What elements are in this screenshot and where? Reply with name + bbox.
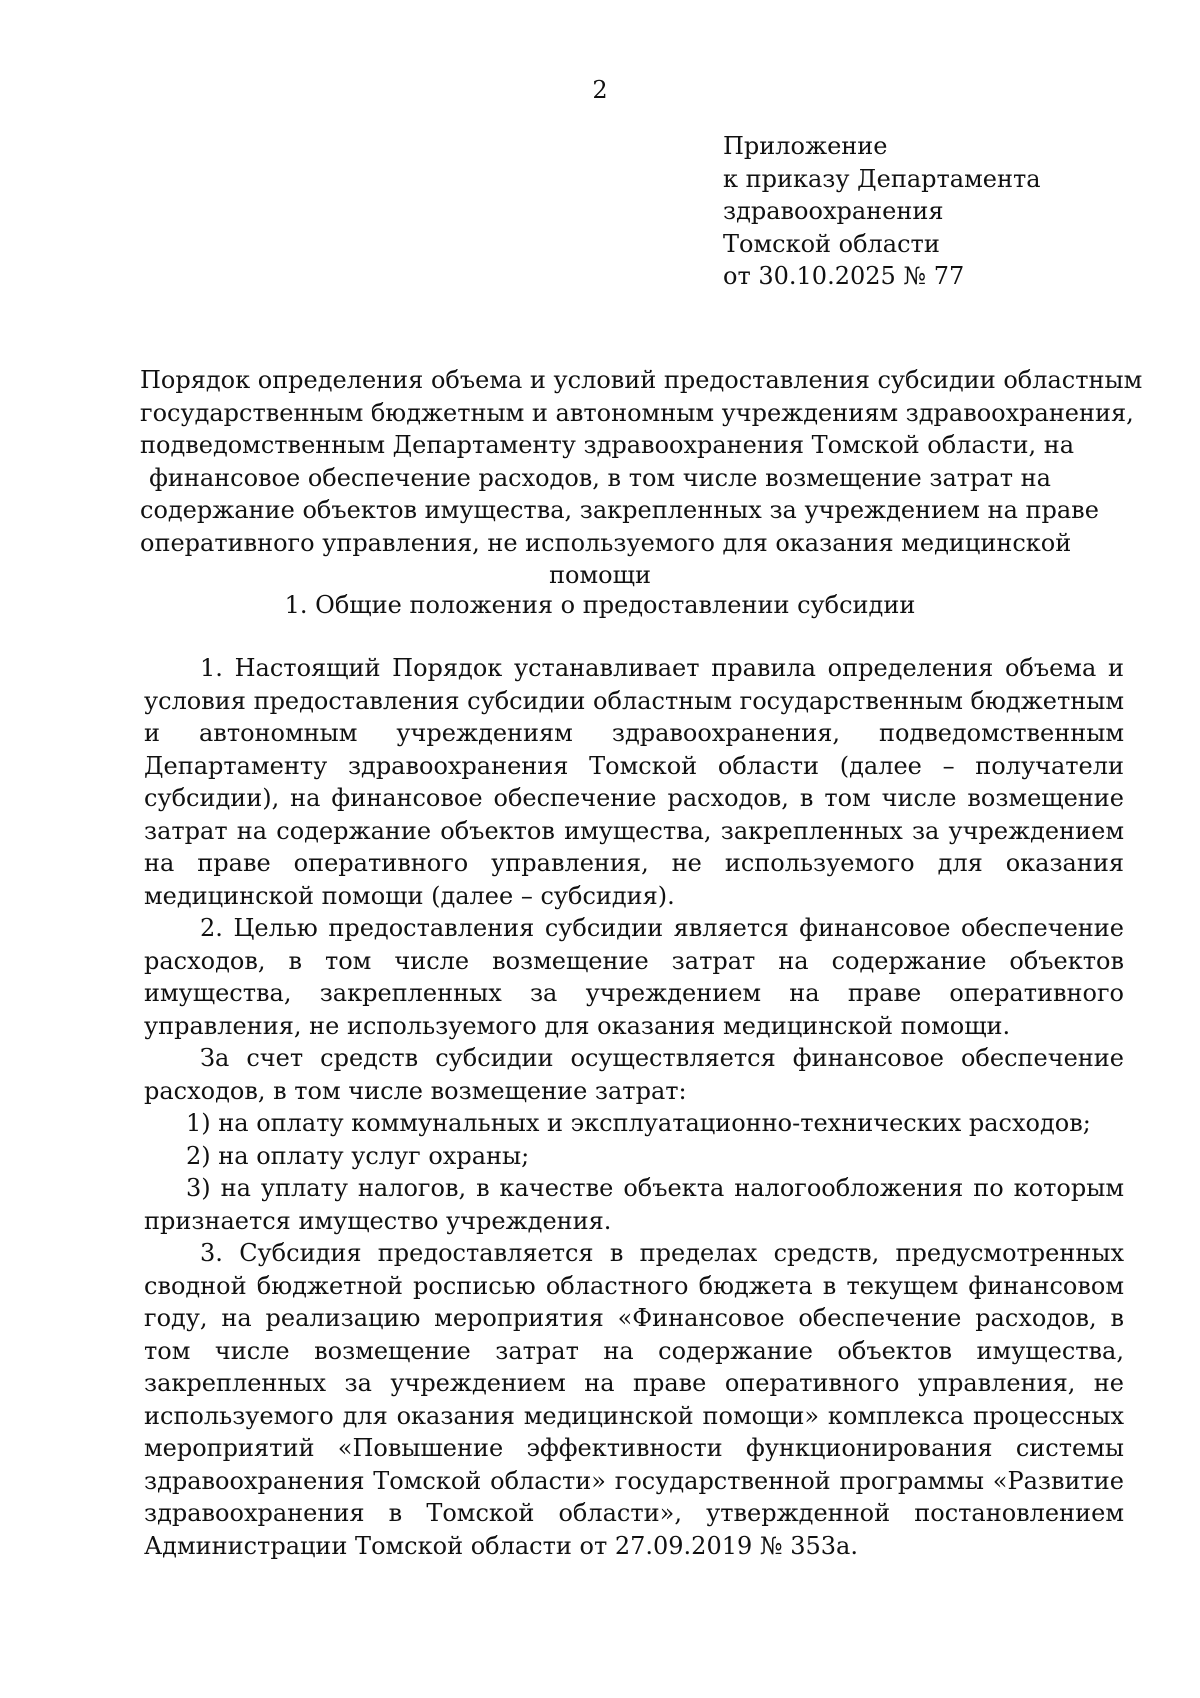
title-line: оперативного управления, не используемого для оказания медицинской: [140, 528, 1072, 557]
title-line: помощи: [549, 561, 651, 589]
appendix-line: Приложение: [723, 132, 888, 160]
page-number: 2: [592, 76, 608, 104]
section-heading: 1. Общие положения о предоставлении субсидии: [284, 591, 916, 619]
title-line: Порядок определения объема и условий предоставления субсидии областным: [140, 366, 1143, 394]
title-line: государственным бюджетным и автономным учреждениям здравоохранения,: [140, 398, 1134, 427]
appendix-line: здравоохранения: [723, 197, 944, 225]
list-item-3: 3) на уплату налогов, в качестве объекта налогообложения по которым признается имущество учреждения.: [144, 1174, 1124, 1235]
paragraph-funding: За счет средств субсидии осуществляется финансовое обеспечение расходов, в том числе возмещение затрат:: [144, 1044, 1124, 1105]
appendix-line: Томской области: [723, 229, 940, 258]
list-item-2: 2) на оплату услуг охраны;: [186, 1141, 530, 1170]
paragraph-2: 2. Целью предоставления субсидии является финансовое обеспечение расходов, в том числе возмещение затрат на содержание объектов имущества, закрепленных за учреждением на праве оперативного управления, не используемого для оказания медицинской помощи.: [144, 914, 1124, 1040]
appendix-line: от 30.10.2025 № 77: [723, 262, 965, 290]
appendix-line: к приказу Департамента: [723, 164, 1041, 193]
paragraph-1: 1. Настоящий Порядок устанавливает правила определения объема и условия предоставления субсидии областным государственным бюджетным и автономным учреждениям здравоохранения, подведомственным Департаменту здравоохранения Томской области (далее – получатели субсидии), на финансовое обеспечение расходов, в том числе возмещение затрат на содержание объектов имущества, закрепленных за учреждением на праве оперативного управления, не используемого для оказания медицинской помощи (далее – субсидия).: [144, 654, 1124, 910]
title-line: содержание объектов имущества, закрепленных за учреждением на праве: [140, 496, 1099, 524]
list-item-1: 1) на оплату коммунальных и эксплуатационно-технических расходов;: [186, 1109, 1091, 1137]
title-line: подведомственным Департаменту здравоохранения Томской области, на: [140, 431, 1075, 459]
appendix-block: [723, 130, 1163, 293]
body-text: [144, 652, 1124, 1562]
document-title: [140, 364, 1143, 592]
paragraph-3: 3. Субсидия предоставляется в пределах средств, предусмотренных сводной бюджетной росписью областного бюджета в текущем финансовом году, на реализацию мероприятия «Финансовое обеспечение расходов, в том числе возмещение затрат на содержание объектов имущества, закрепленных за учреждением на праве оперативного управления, не используемого для оказания медицинской помощи» комплекса процессных мероприятий «Повышение эффективности функционирования системы здравоохранения Томской области» государственной программы «Развитие здравоохранения в Томской области», утвержденной постановлением Администрации Томской области от 27.09.2019 № 353а.: [144, 1239, 1124, 1560]
title-line: финансовое обеспечение расходов, в том числе возмещение затрат на: [149, 463, 1051, 492]
